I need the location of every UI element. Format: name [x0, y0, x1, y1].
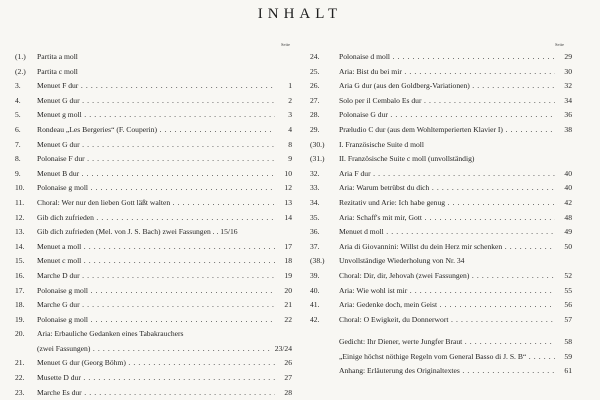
toc-entry-page: 8 [288, 139, 292, 149]
toc-entry-title: Aria G dur (aus den Goldberg-Variationen) . . . [339, 79, 555, 94]
toc-entry-page: 9 [288, 154, 292, 164]
toc-entry-page: 4 [288, 124, 292, 134]
toc-entry-page: 32 [564, 81, 572, 91]
toc-entry-title: Menuet g moll . . . [37, 108, 275, 123]
toc-entry-page: 1 [288, 81, 292, 91]
toc-entry-page: 29 [564, 52, 572, 61]
toc-entry-number: 24. [310, 52, 320, 61]
toc-entry-page: 19 [284, 270, 292, 280]
toc-entry [15, 313, 292, 328]
toc-entry-title: Menuet F dur . . . [37, 79, 275, 94]
toc-entry-title: Anhang: Erläuterung des Originaltextes . . . [339, 364, 555, 379]
toc-entry-title: Polonaise F dur . . . [37, 152, 275, 167]
toc-entry-number: 39. [310, 270, 320, 280]
toc-entry [310, 254, 572, 269]
toc-column-left [15, 50, 292, 400]
toc-entry [15, 211, 292, 226]
toc-entry [310, 123, 572, 138]
toc-entry-page: 50 [564, 241, 572, 251]
toc-entry-title: Marche G dur . . . [37, 298, 275, 313]
toc-entry-number: 34. [310, 197, 320, 207]
toc-entry [15, 152, 292, 167]
toc-entry-number: 3. [15, 81, 21, 91]
toc-entry-title: Choral: Dir, dir, Jehovah (zwei Fassungen) . . . [339, 269, 555, 284]
toc-entry [310, 138, 572, 153]
toc-entry-number: 12. [15, 212, 25, 222]
toc-entry [310, 364, 572, 379]
toc-entry [310, 225, 572, 240]
toc-entry-number: 4. [15, 95, 21, 105]
toc-entry-page: 57 [564, 314, 572, 324]
toc-entry-number: 21. [15, 358, 25, 368]
toc-entry-number: 29. [310, 124, 320, 134]
toc-entry-page: 48 [564, 212, 572, 222]
toc-entry-title: Menuet G dur . . . [37, 94, 275, 109]
toc-entry [310, 167, 572, 182]
toc-entry-number: 16. [15, 270, 25, 280]
toc-entry-title: Choral: Wer nur den lieben Gott läßt walten . . . [37, 196, 275, 211]
toc-entry [310, 181, 572, 196]
toc-entry [310, 65, 572, 80]
toc-entry-title: Polonaise g moll . . . [37, 181, 275, 196]
toc-entry-number: (1.) [15, 52, 26, 61]
toc-entry-number: 14. [15, 241, 25, 251]
toc-entry-page: 18 [284, 256, 292, 266]
toc-entry-page: 14 [284, 212, 292, 222]
toc-entry-number: 5. [15, 110, 21, 120]
toc-entry-title: Aria: Schaff's mit mir, Gott . . . [339, 211, 555, 226]
toc-entry [310, 284, 572, 299]
toc-entry-title: Aria: Gedenke doch, mein Geist . . . [339, 298, 555, 313]
toc-entry-number: 11. [15, 197, 25, 207]
toc-entry-page: 56 [564, 300, 572, 310]
toc-entry-title: Polonaise G dur . . . [339, 108, 555, 123]
toc-entry-number: 32. [310, 168, 320, 178]
toc-entry-number: 9. [15, 168, 21, 178]
toc-entry-page: 55 [564, 285, 572, 295]
toc-column-right [310, 50, 572, 379]
toc-entry [310, 108, 572, 123]
toc-entry-title: Gib dich zufrieden . . . [37, 211, 275, 226]
toc-entry-page: 26 [284, 358, 292, 368]
toc-entry-page: 23/24 [274, 343, 292, 353]
toc-entry [15, 225, 292, 240]
toc-entry-page: 52 [564, 270, 572, 280]
toc-entry-page: 40 [564, 183, 572, 193]
toc-entry-title: Polonaise d moll . . . [339, 50, 555, 65]
toc-entry-page: 20 [284, 285, 292, 295]
toc-entry-title: „Einige höchst nöthige Regeln vom General Basso di J. S. B“ . . . [339, 350, 555, 365]
toc-entry-title: Menuet d moll . . . [339, 225, 555, 240]
toc-entry-title: Partita a moll [37, 52, 78, 61]
toc-entry [15, 123, 292, 138]
toc-entry-title: Menuet B dur . . . [37, 167, 275, 182]
toc-entry-number: (38.) [310, 256, 325, 266]
toc-entry-page: 10 [284, 168, 292, 178]
toc-entry [15, 240, 292, 255]
toc-entry-page: 27 [284, 373, 292, 383]
toc-entry-page: 22 [284, 314, 292, 324]
toc-entry-title: Menuet a moll . . . [37, 240, 275, 255]
toc-entry-title: Gedicht: Ihr Diener, werte Jungfer Braut . . . [339, 335, 555, 350]
toc-entry-number: 27. [310, 95, 320, 105]
toc-entry-page: 30 [564, 66, 572, 76]
toc-entry-title: Solo per il Cembalo Es dur . . . [339, 94, 555, 109]
toc-entry-title: Præludio C dur (aus dem Wohltemperierten Klavier I) . . . [339, 123, 555, 138]
toc-entry-number: 13. [15, 227, 25, 237]
toc-entry-number: 37. [310, 241, 320, 251]
toc-entry [15, 167, 292, 182]
toc-entry-title: Menuet c moll . . . [37, 254, 275, 269]
page-title: INHALT [257, 6, 343, 22]
toc-entry-title: (zwei Fassungen) . . . [37, 342, 272, 357]
toc-entry-page: 3 [288, 110, 292, 120]
toc-entry-number: 7. [15, 139, 21, 149]
toc-entry-title: Aria: Warum betrübst du dich . . . [339, 181, 555, 196]
toc-entry-title: Aria: Erbauliche Gedanken eines Tabakrauchers [37, 329, 184, 339]
toc-entry-title: Aria di Giovannini: Willst du dein Herz mir schenken . . . [339, 240, 555, 255]
toc-entry [310, 350, 572, 365]
toc-entry-page: 17 [284, 241, 292, 251]
toc-entry [15, 327, 292, 342]
toc-entry-title: Musette D dur . . . [37, 371, 275, 386]
toc-entry-title: Unvollständige Wiederholung von Nr. 34 [339, 256, 465, 266]
toc-entry-title: Polonaise g moll . . . [37, 284, 275, 299]
toc-entry [15, 65, 292, 80]
toc-entry [15, 94, 292, 109]
toc-entry-title: Aria F dur . . . [339, 167, 555, 182]
toc-entry [15, 298, 292, 313]
toc-entry-number: 10. [15, 183, 25, 193]
toc-entry-number: 19. [15, 314, 25, 324]
toc-entry-title: Gib dich zufrieden (Mel. von J. S. Bach) zwei Fassungen . . 15/16 [37, 227, 238, 237]
toc-entry [15, 181, 292, 196]
toc-entry-number: (30.) [310, 139, 325, 149]
toc-entry-number: (31.) [310, 154, 325, 164]
toc-entry-number: 42. [310, 314, 320, 324]
toc-entry-page: 34 [564, 95, 572, 105]
toc-entry-title: Marche D dur . . . [37, 269, 275, 284]
toc-entry-title: Aria: Bist du bei mir . . . [339, 65, 555, 80]
toc-entry-number: 6. [15, 124, 21, 134]
toc-entry [15, 108, 292, 123]
toc-entry-number: 20. [15, 329, 25, 339]
toc-entry-page: 36 [564, 110, 572, 120]
toc-entry-number: 36. [310, 227, 320, 237]
toc-entry [310, 50, 572, 65]
toc-entry-page: 2 [288, 95, 292, 105]
toc-entry-number: 41. [310, 300, 320, 310]
toc-entry-number: 22. [15, 373, 25, 383]
toc-entry-number: 8. [15, 154, 21, 164]
toc-entry-page: 12 [284, 183, 292, 193]
toc-entry [310, 298, 572, 313]
page-column-label-left: Seite [281, 42, 290, 47]
toc-entry-number: 26. [310, 81, 320, 91]
toc-entry [15, 138, 292, 153]
toc-entry [15, 196, 292, 211]
toc-entry-number: 25. [310, 66, 320, 76]
toc-entry [310, 240, 572, 255]
toc-entry-number: 35. [310, 212, 320, 222]
toc-entry-number: 28. [310, 110, 320, 120]
toc-entry-number: 15. [15, 256, 25, 266]
toc-entry [310, 335, 572, 350]
toc-entry-page: 38 [564, 124, 572, 134]
toc-entry [310, 211, 572, 226]
toc-entry-number: 18. [15, 300, 25, 310]
toc-entry-page: 49 [564, 227, 572, 237]
toc-entry [310, 152, 572, 167]
toc-entry [15, 79, 292, 94]
toc-entry [15, 254, 292, 269]
toc-entry-page: 13 [284, 197, 292, 207]
toc-spacer [310, 327, 572, 335]
toc-entry-page: 21 [284, 300, 292, 310]
toc-entry-title: Aria: Wie wohl ist mir . . . [339, 284, 555, 299]
toc-entry-page: 40 [564, 168, 572, 178]
toc-entry-title: II. Französische Suite c moll (unvollständig) [339, 154, 475, 164]
toc-entry [15, 371, 292, 386]
toc-entry-title: Menuet G dur . . . [37, 138, 275, 153]
toc-entry-title: Rezitativ und Arie: Ich habe genug . . . [339, 196, 555, 211]
toc-entry [15, 386, 292, 400]
toc-entry-number: 17. [15, 285, 25, 295]
toc-entry-title: Rondeau „Les Bergeries“ (F. Couperin) . . . [37, 123, 275, 138]
toc-entry [15, 356, 292, 371]
toc-entry-number: 23. [15, 387, 25, 397]
page-column-label-right: Seite [555, 42, 564, 47]
toc-entry [15, 342, 292, 357]
toc-entry-page: 42 [564, 197, 572, 207]
toc-entry-title: Choral: O Ewigkeit, du Donnerwort . . . [339, 313, 555, 328]
toc-entry-page: 59 [564, 351, 572, 361]
toc-entry [310, 79, 572, 94]
toc-entry [15, 50, 292, 65]
toc-entry-title: I. Französische Suite d moll [339, 139, 424, 149]
toc-entry-number: (2.) [15, 66, 26, 76]
toc-entry-number: 33. [310, 183, 320, 193]
toc-entry-number: 40. [310, 285, 320, 295]
toc-entry-page: 58 [564, 337, 572, 347]
toc-entry-title: Polonaise g moll . . . [37, 313, 275, 328]
toc-entry-page: 28 [284, 387, 292, 397]
toc-entry [15, 269, 292, 284]
toc-entry [310, 313, 572, 328]
toc-entry-title: Partita c moll [37, 66, 78, 76]
toc-entry-page: 61 [564, 366, 572, 376]
toc-entry-title: Marche Es dur . . . [37, 386, 275, 400]
toc-entry-title: Menuet G dur (Georg Böhm) . . . [37, 356, 275, 371]
toc-entry [310, 269, 572, 284]
toc-entry [310, 94, 572, 109]
toc-entry [310, 196, 572, 211]
toc-entry [15, 284, 292, 299]
